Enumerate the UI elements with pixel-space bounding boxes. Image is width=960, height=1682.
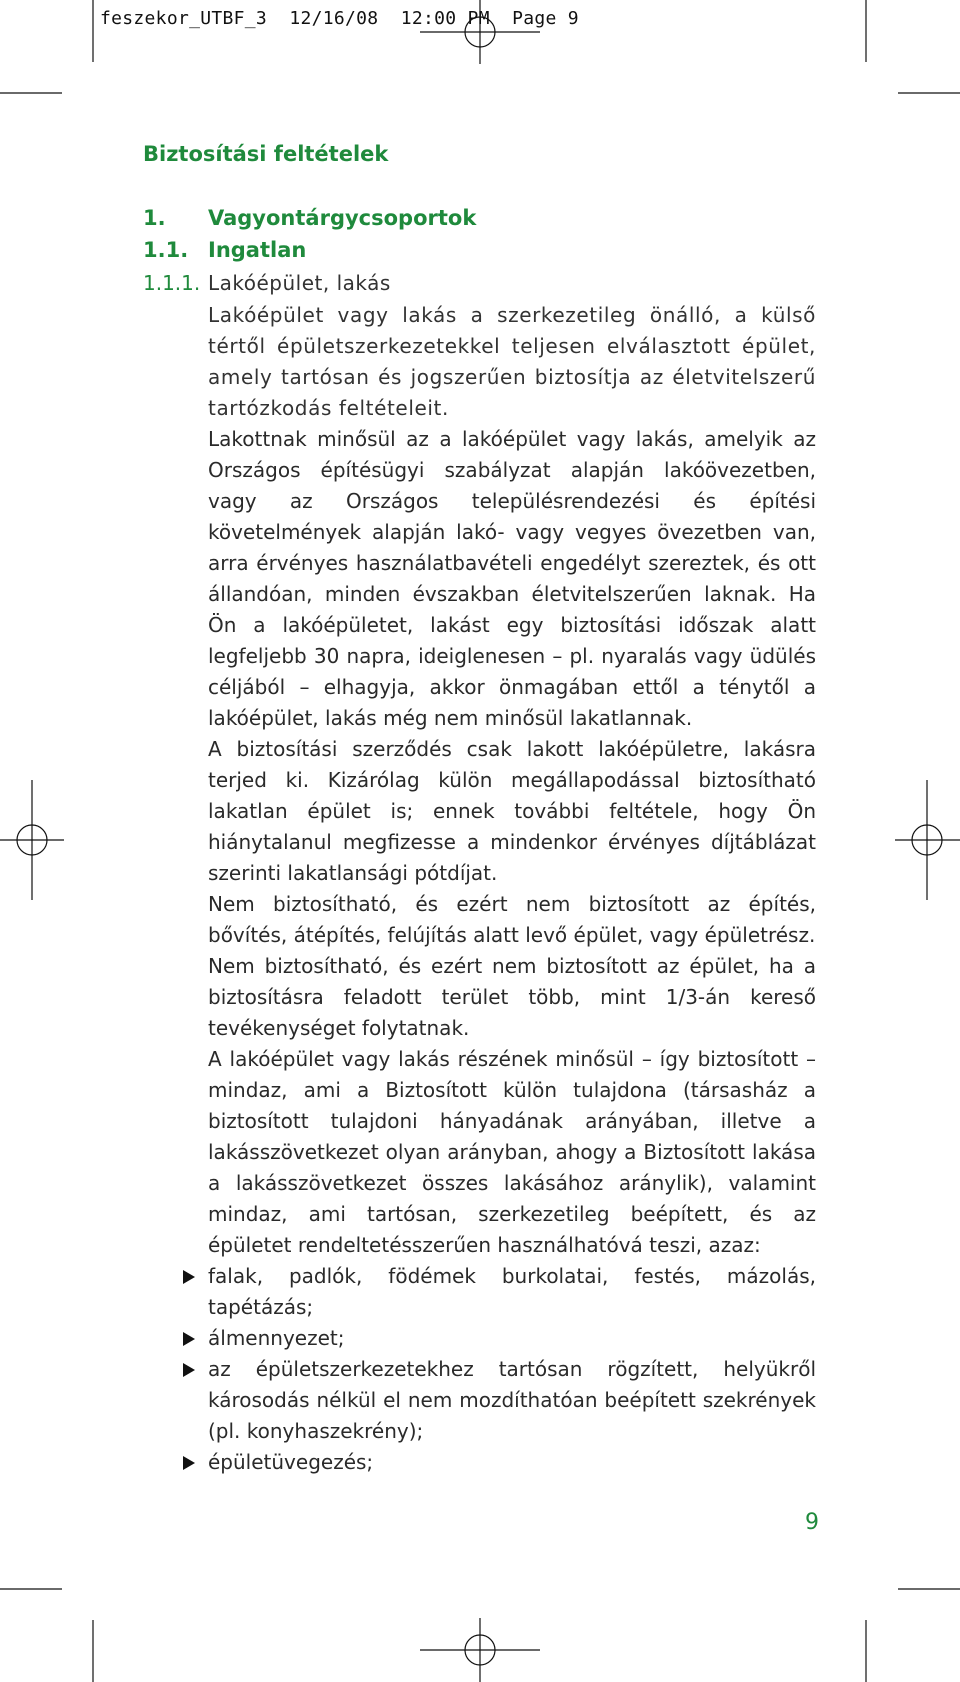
paragraph: Nem biztosítható, és ezért nem biztosított az építés, bővítés, átépítés, felújítás alatt levő épület, vagy épületrész.: [208, 892, 816, 947]
registration-mark-bottom: [420, 1618, 540, 1682]
triangle-bullet-icon: [183, 1363, 195, 1377]
paragraph: Lakottnak minősül az a lakóépület vagy lakás, amelyik az Országos építésügyi szabályzat alapján lakóövezetben, vagy az Országos településrendezési és építési követelmények alapján lakó- vagy vegyes övezetben van, arra érvényes használatbavételi engedélyt szereztek, és ott állandóan, minden évszakban életvitelszerűen laknak. Ha Ön a lakóépületet, lakást egy biztosítási időszak alatt legfeljebb 30 napra, ideiglenesen – pl. nyaralás vagy üdülés céljából – elhagyja, akkor önmagában ettől a ténytől a lakóépület, lakás még nem minősül lakatlannak.: [208, 427, 816, 730]
page-number: 9: [805, 1510, 819, 1535]
section-number: 1.1.: [143, 238, 189, 262]
list-item: [183, 1323, 816, 1354]
body-text: [208, 300, 816, 1478]
page-title: Biztosítási feltételek: [143, 142, 389, 166]
list-item-text: épületüvegezés;: [208, 1450, 374, 1474]
paragraph: Nem biztosítható, és ezért nem biztosított az épület, ha a biztosításra feladott terület több, mint 1/3-án kereső tevékenységet folytatnak.: [208, 954, 816, 1040]
triangle-bullet-icon: [183, 1270, 195, 1284]
list-item: [183, 1447, 816, 1478]
section-number: 1.1.1.: [143, 271, 201, 295]
list-item-text: az épületszerkezetekhez tartósan rögzített, helyükről károsodás nélkül el nem mozdíthatóan beépített szekrények (pl. konyhaszekrény);: [208, 1357, 816, 1443]
triangle-bullet-icon: [183, 1332, 195, 1346]
section-heading-1-1: [143, 238, 306, 262]
section-label: Vagyontárgycsoportok: [208, 206, 477, 230]
list-item: [183, 1261, 816, 1323]
registration-mark-right: [895, 780, 960, 900]
list-item-text: álmennyezet;: [208, 1326, 345, 1350]
section-heading-1-1-1: [143, 271, 391, 295]
section-heading-1: [143, 206, 476, 230]
paragraph: A biztosítási szerződés csak lakott lakóépületre, lakásra terjed ki. Kizárólag külön megállapodással biztosítható lakatlan épület is; ennek további feltétele, hogy Ön hiánytalanul megfizesse a mindenkor érvényes díjtáblázat szerinti lakatlansági pótdíjat.: [208, 737, 816, 885]
paragraph: A lakóépület vagy lakás részének minősül – így biztosított – mindaz, ami a Biztosított külön tulajdona (társasház a biztosított tulajdoni hányadának arányában, illetve a lakásszövetkezet olyan arányban, ahogy a Biztosított lakása a lakásszövetkezet összes lakásához aránylik), valamint mindaz, ami tartósan, szerkezetileg beépített, és az épületet rendeltetésszerűen használhatóvá teszi, azaz:: [208, 1047, 816, 1257]
section-label: Lakóépület, lakás: [208, 271, 391, 295]
bullet-list: [208, 1261, 816, 1478]
print-slug-line: feszekor_UTBF_3 12/16/08 12:00 PM Page 9: [100, 8, 579, 29]
paragraph: Lakóépület vagy lakás a szerkezetileg önálló, a külső tértől épületszerkezetekkel teljesen elválasztott épület, amely tartósan és jogszerűen biztosítja az életvitelszerű tartózkodás feltételeit.: [208, 303, 816, 420]
list-item: [183, 1354, 816, 1447]
triangle-bullet-icon: [183, 1456, 195, 1470]
list-item-text: falak, padlók, födémek burkolatai, festés, mázolás, tapétázás;: [208, 1264, 816, 1319]
registration-mark-left: [0, 780, 64, 900]
section-number: 1.: [143, 206, 166, 230]
section-label: Ingatlan: [208, 238, 307, 262]
